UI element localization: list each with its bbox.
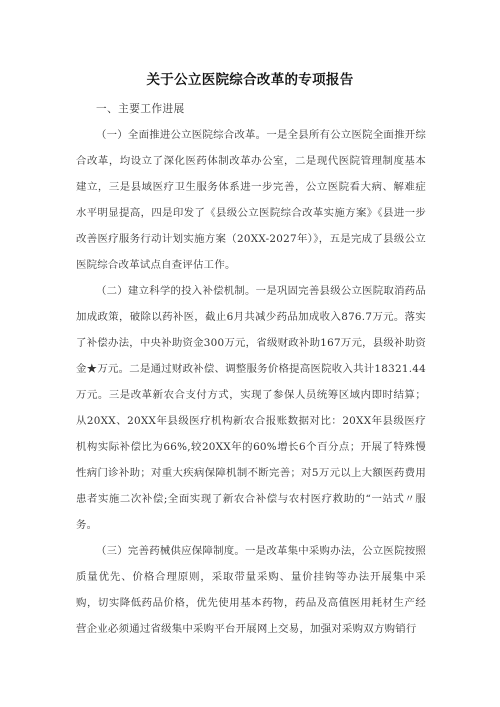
paragraph-3: （三）完善药械供应保障制度。一是改革集中采购办法，公立医院按照质量优先、价格合理原则，采取带量采购、量价挂钩等办法开展集中采购，切实降低药品价格，优先使用基本药物，药品及高值医用耗材生产经营企业必须通过省级集中采购平台开展网上交易，加强对采购双方购销行: [76, 545, 426, 635]
page-title: 关于公立医院综合改革的专项报告: [146, 72, 354, 88]
paragraph-2: （二）建立科学的投入补偿机制。一是巩固完善县级公立医院取消药品加成政策，破除以药补医，截止6月共减少药品加成收入876.7万元。落实了补偿办法，中央补助资金300万元，省级财政补助167万元，县级补助资金★万元。二是通过财政补偿、调整服务价格提高医院收入共计18321.44万元。三是改革新农合支付方式，实现了参保人员统筹区域内即时结算；从20XX、20XX年县级医疗机构新农合报账数据对比：20XX年县级医疗机构实际补偿比为66%,较20XX年的60%增长6个百分点；开展了特殊慢性病门诊补助；对重大疾病保障机制不断完善；对5万元以上大额医药费用患者实施二次补偿;全面实现了新农合补偿与农村医疗救助的“一站式〃服务。: [76, 285, 426, 531]
paragraph-1: （一）全面推进公立医院综合改革。一是全县所有公立医院全面推开综合改革，均设立了深化医药体制改革办公室，二是现代医院管理制度基本建立，三是县域医疗卫生服务体系进一步完善，公立医院看大病、解难症水平明显提高，四是印发了《县级公立医院综合改革实施方案》《县进一步改善医疗服务行动计划实施方案（20XX-2027年）》，五是完成了县级公立医院综合改革试点自查评估工作。: [76, 129, 426, 271]
document-body: [76, 96, 426, 642]
section-heading: 一、主要工作进展: [96, 103, 185, 115]
